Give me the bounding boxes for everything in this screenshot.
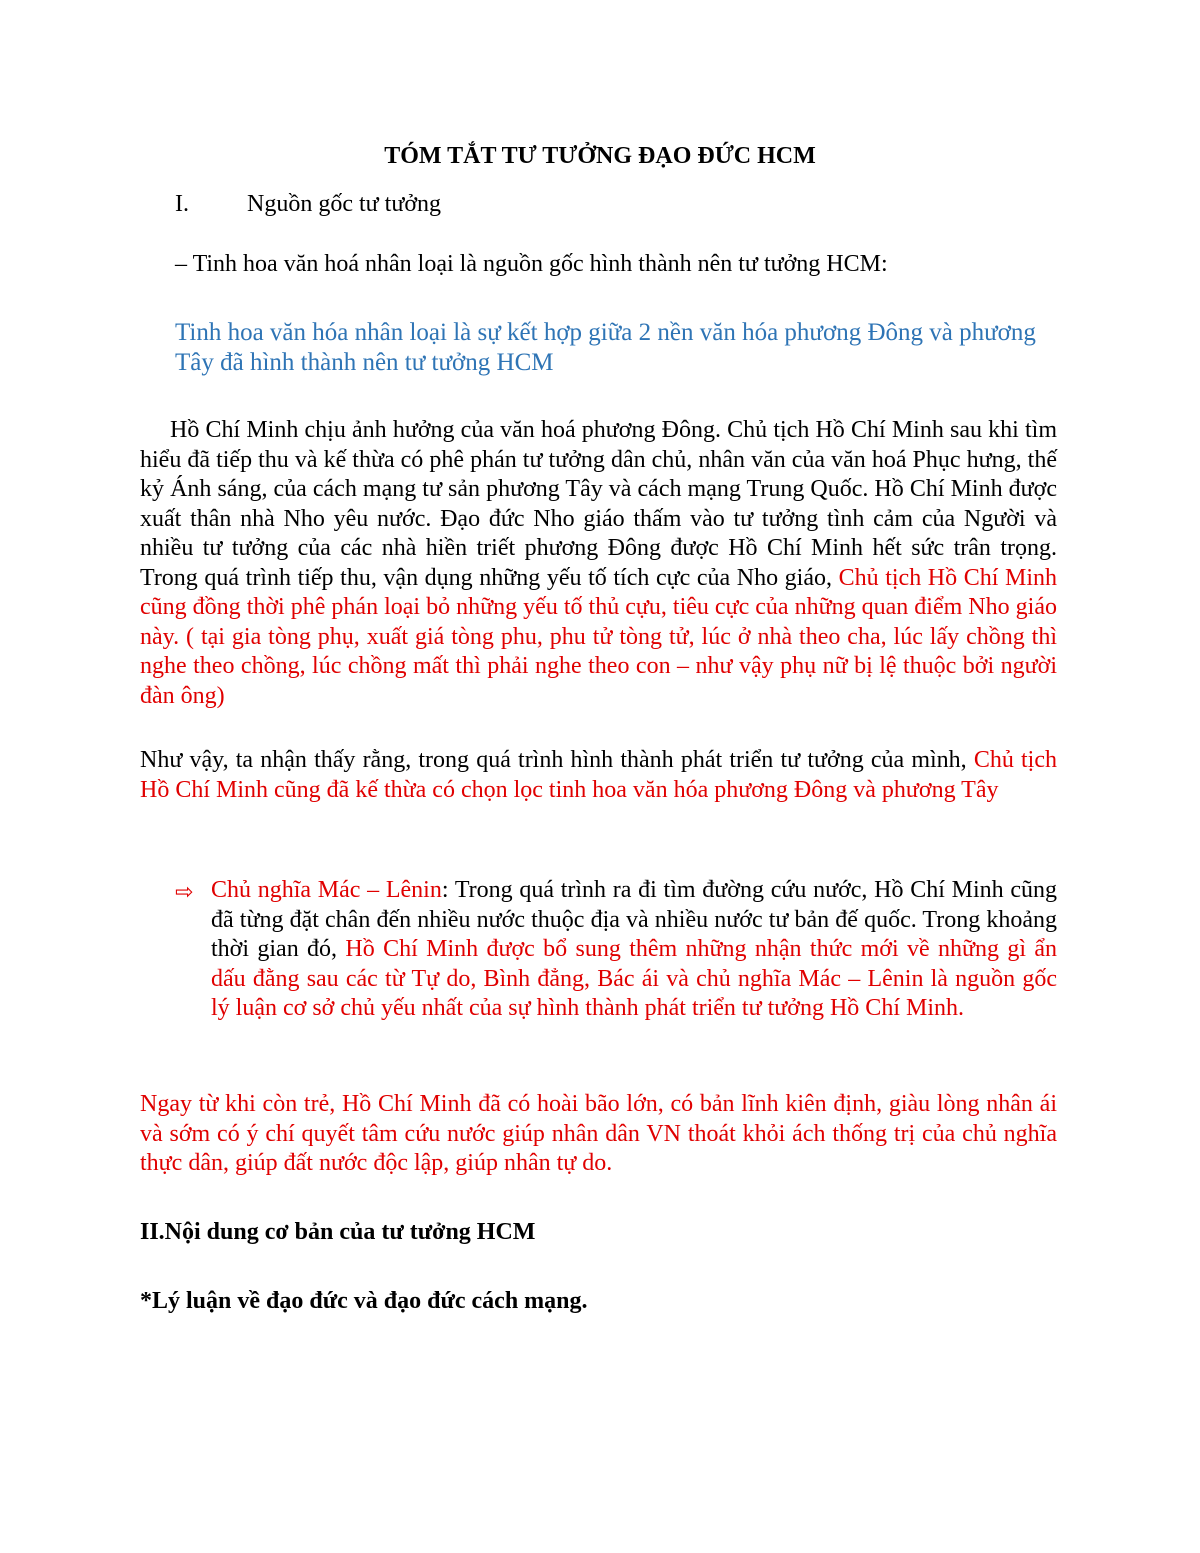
paragraph-1-text: Hồ Chí Minh chịu ảnh hưởng của văn hoá phương Đông. Chủ tịch Hồ Chí Minh sau khi tìm hiểu đã tiếp thu và kế thừa có phê phán tư tưởng dân chủ, nhân văn của văn hoá Phục hưng, thế kỷ Ánh sáng, của cách mạng tư sản phương Tây và cách mạng Trung Quốc. Hồ Chí Minh được xuất thân nhà Nho yêu nước. Đạo đức Nho giáo thấm vào tư tưởng tình cảm của Người và nhiều tư tưởng của các nhà hiền triết phương Đông được Hồ Chí Minh hết sức trân trọng. Trong quá trình tiếp thu, vận dụng những yếu tố tích cực của Nho giáo,	[140, 417, 1057, 591]
marxism-item-lead: Chủ nghĩa Mác – Lênin	[211, 877, 442, 903]
section-2-heading: II.Nội dung cơ bản của tư tưởng HCM	[140, 1219, 536, 1245]
paragraph-2-red-text: Chủ tịch Hồ Chí Minh cũng đã kế thừa có chọn lọc tinh hoa văn hóa phương Đông và phương Tây	[140, 747, 1058, 803]
right-arrow-outline-icon: ⇨	[175, 880, 194, 905]
marxism-item-body: : Trong quá trình ra đi tìm đường cứu nước, Hồ Chí Minh cũng đã từng đặt chân đến nhiều nước thuộc địa và nhiều nước tư bản đế quốc. Trong khoảng thời gian đó,	[211, 877, 1058, 962]
document-title: TÓM TẮT TƯ TƯỞNG ĐẠO ĐỨC HCM	[384, 143, 816, 169]
paragraph-2-text: Như vậy, ta nhận thấy rằng, trong quá trình hình thành phát triển tư tưởng của mình,	[140, 747, 974, 773]
paragraph-youth-ambition: Ngay từ khi còn trẻ, Hồ Chí Minh đã có hoài bão lớn, có bản lĩnh kiên định, giàu lòng nhân ái và sớm có ý chí quyết tâm cứu nước giúp nhân dân VN thoát khỏi ách thống trị của chủ nghĩa thực dân, giúp đất nước độc lập, giúp nhân tự do.	[140, 1091, 1057, 1176]
intro-line: – Tinh hoa văn hoá nhân loại là nguồn gốc hình thành nên tư tưởng HCM:	[175, 251, 888, 277]
paragraph-eastern-influence	[140, 416, 1057, 711]
marxism-item-red-tail: Hồ Chí Minh được bổ sung thêm những nhận thức mới về những gì ẩn dấu đằng sau các từ Tự do, Bình đẳng, Bác ái và chủ nghĩa Mác – Lênin là nguồn gốc lý luận cơ sở chủ yếu nhất của sự hình thành phát triển tư tưởng Hồ Chí Minh.	[211, 936, 1057, 1021]
paragraph-1-red-text: Chủ tịch Hồ Chí Minh cũng đồng thời phê phán loại bỏ những yếu tố thủ cựu, tiêu cực của những quan điểm Nho giáo này. ( tại gia tòng phụ, xuất giá tòng phu, phu tử tòng tử, lúc ở nhà theo cha, lúc lấy chồng thì nghe theo chồng, lúc chồng mất thì phải nghe theo con – như vậy phụ nữ bị lệ thuộc bởi người đàn ông)	[140, 564, 1057, 709]
subheading-ethics-theory: *Lý luận về đạo đức và đạo đức cách mạng.	[140, 1288, 588, 1314]
paragraph-conclusion	[140, 746, 1057, 805]
marxism-list-item	[175, 876, 1057, 1024]
section-1-title: Nguồn gốc tư tưởng	[247, 191, 442, 217]
section-1-number: I.	[175, 191, 189, 217]
section-1-heading	[175, 190, 441, 220]
blue-highlight-paragraph: Tinh hoa văn hóa nhân loại là sự kết hợp giữa 2 nền văn hóa phương Đông và phương Tây đã hình thành nên tư tưởng HCM	[175, 319, 1036, 376]
marxism-item-text	[211, 876, 1057, 1024]
